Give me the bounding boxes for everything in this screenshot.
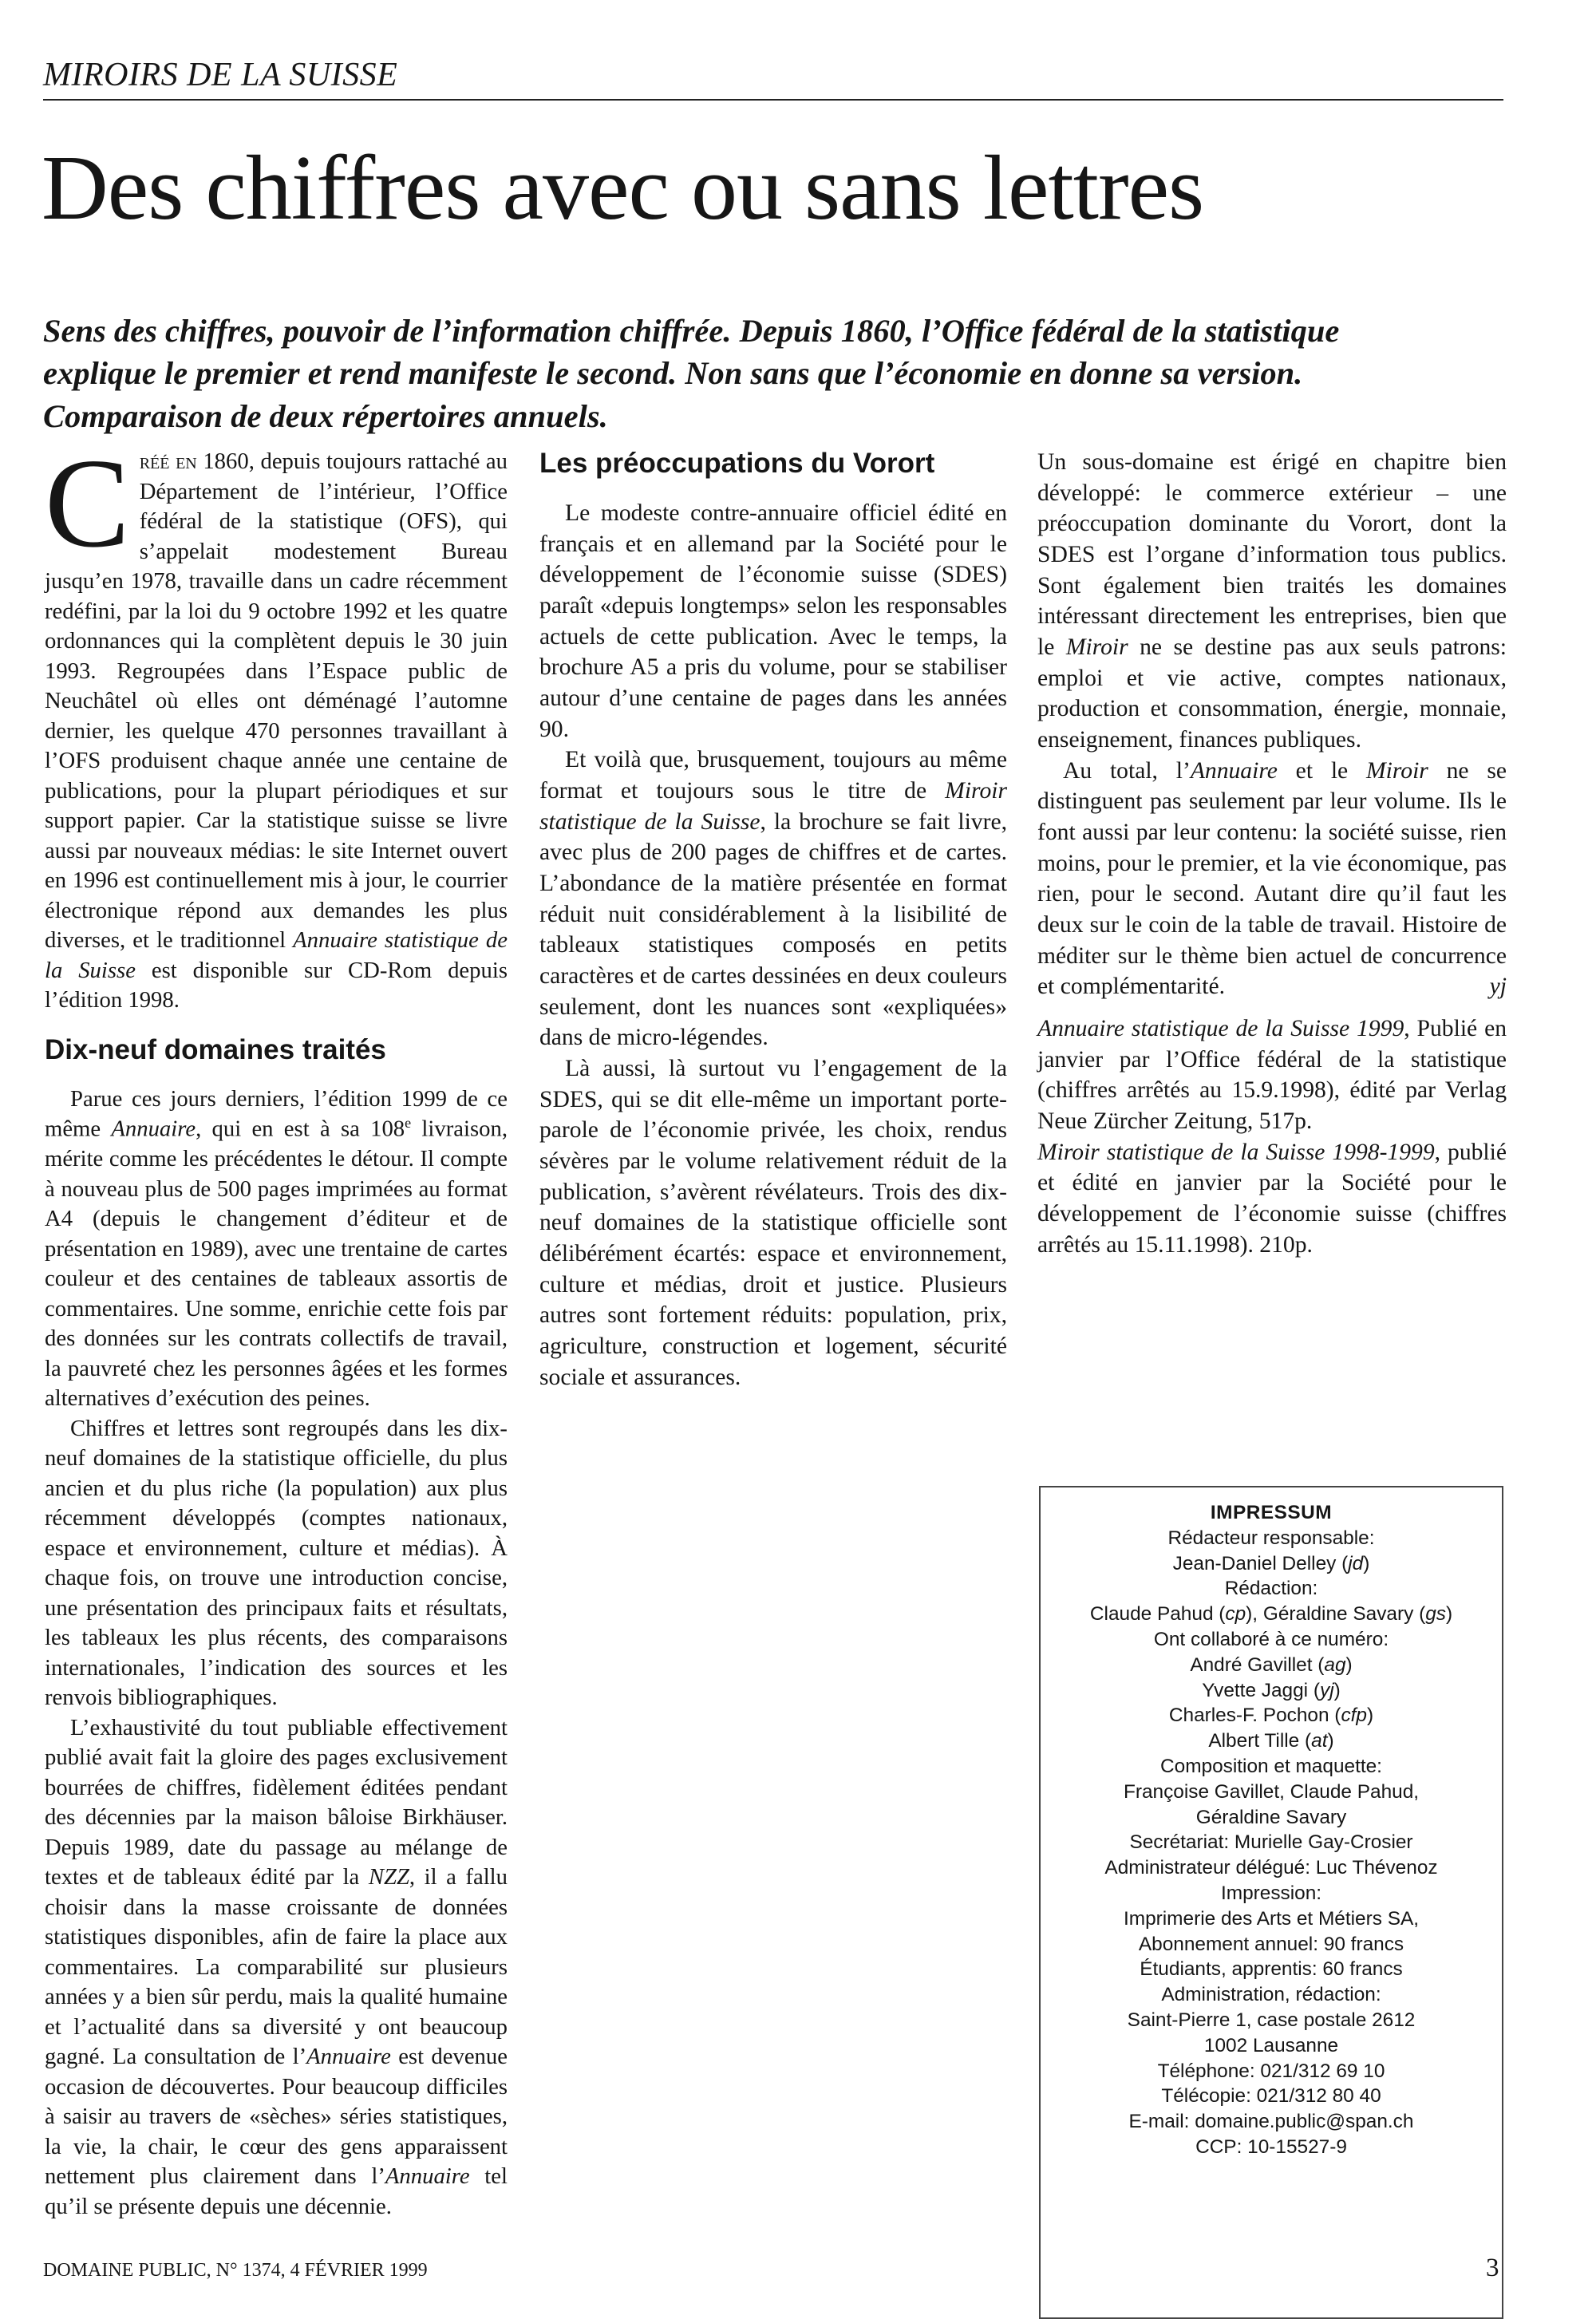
author-signature: yj [1489,974,1507,1000]
impressum-box: IMPRESSUM Rédacteur responsable: Jean-Daniel Delley (jd) Rédaction: Claude Pahud (cp), Géraldine Savary (gs) Ont collaboré à ce numéro: André Gavillet (ag) Yvette Jaggi (yj) Charles-F. Pochon (cfp) Albert Tille (at) Composition et maquette: Françoise Gavillet, Claude Pahud, Géraldine Savary Secrétariat: Murielle Gay-Crosier Administrateur délégué: Luc Thévenoz Impression: Imprimerie des Arts et Métiers SA, Abonnement annuel: 90 francs Étudiants, apprentis: 60 francs Administration, rédaction: Saint-Pierre 1, case postale 2612 1002 Lausanne Téléphone: 021/312 69 10 Télécopie: 021/312 80 40 E-mail: domaine.public@span.ch CCP: 10-15527-9 [1039,1486,1503,2319]
paragraph: L’exhaustivité du tout publiable effectivement publié avait fait la gloire des pages exclusivement bourrées de chiffres, fidèlement éditées pendant des décennies par la maison bâloise Birkhäuser. Depuis 1989, date du passage au mélange de textes et de tableaux édité par la NZZ, il a fallu choisir dans la masse croissante de données statistiques disponibles, afin de faire la place aux commentaires. La comparabilité sur plusieurs années y a bien sûr perdu, mais la qualité humaine et l’actualité dans sa diversité y ont beaucoup gagné. La consultation de l’Annuaire est devenue occasion de découvertes. Pour beaucoup difficiles à saisir au travers de «sèches» séries statistiques, la vie, la chair, le cœur des gens apparaissent nettement plus clairement dans l’Annuaire tel qu’il se présente depuis une décennie. [45,1714,508,2219]
article-title: Des chiffres avec ou sans lettres [41,137,1204,239]
intro-paragraph: Créé en 1860, depuis toujours rattaché au Département de l’intérieur, l’Office fédéral de la statistique (OFS), qui s’appelait modestement Bureau jusqu’en 1978, travaille dans un cadre récemment redéfini, par la loi du 9 octobre 1992 et les quatre ordonnances qui la complètent depuis le 30 juin 1993. Regroupées dans l’Espace public de Neuchâtel où elles ont déménagé l’automne dernier, les quelque 470 personnes travaillant à l’OFS produisent chaque année une centaine de publications, pour la plupart périodiques et sur support papier. Car la statistique suisse se livre aussi par nouveaux médias: le site Internet ouvert en 1996 est continuellement mis à jour, le courrier électronique répond aux demandes les plus diverses, et le traditionnel Annuaire statistique de la Suisse est disponible sur CD-Rom depuis l’édition 1998. [45,432,508,1013]
page-number: 3 [1486,2254,1499,2282]
paragraph: Et voilà que, brusquement, toujours au même format et toujours sous le titre de Miroir statistique de la Suisse, la brochure se fait livre, avec plus de 200 pages de chiffres et de cartes. L’abondance de la matière présentée en format réduit nuit considérablement à la lisibilité de tableaux statistiques composés en petits caractères et de cartes dessinées en deux couleurs seulement, dont les nuances sont «expliquées» dans de micro-légendes. [539,747,1007,1051]
article-column-2 [539,447,1007,1393]
paragraph: Là aussi, là surtout vu l’engagement de la SDES, qui se dit elle-même un important porte-parole de l’économie privée, les choix, rendus sévères par le volume relativement réduit de la publication, s’avèrent révélateurs. Trois des dix-neuf domaines de la statistique officielle sont délibérément écartés: espace et environnement, culture et médias, droit et justice. Plusieurs autres sont fortement réduits: population, prix, agriculture, construction et logement, sécurité sociale et assurances. [539,1056,1007,1390]
subheading-preoccupations-vorort: Les préoccupations du Vorort [539,448,935,479]
article-column-3 [1037,447,1507,1260]
impressum-email: E-mail: domaine.public@span.ch [1128,2111,1414,2133]
reference: Annuaire statistique de la Suisse 1999, Publié en janvier par l’Office fédéral de la statistique (chiffres arrêtés au 15.9.1998), édité par Verlag Neue Zürcher Zeitung, 517p. [1037,1016,1507,1135]
paragraph: Au total, l’Annuaire et le Miroir ne se distinguent pas seulement par leur volume. Ils le font aussi par leur contenu: la société suisse, rien moins, pour le premier, et la vie économique, pas rien, pour le second. Autant dire qu’il faut les deux sur le coin de la table de travail. Histoire de méditer sur le thème bien actuel de concurrence et complémentarité. yj [1037,756,1507,1002]
header-rule [43,99,1503,101]
article-chapeau: Sens des chiffres, pouvoir de l’information chiffrée. Depuis 1860, l’Office fédéral de la statistique explique le premier et rend manifeste le second. Non sans que l’économie en donne sa version. Comparaison de deux répertoires annuels. [43,313,1340,434]
subheading-dix-neuf-domaines: Dix-neuf domaines traités [45,1033,386,1065]
paragraph: Chiffres et lettres sont regroupés dans les dix-neuf domaines de la statistique officielle, du plus ancien et du plus riche (la population) aux plus récemment développés (comptes nationaux, espace et environnement, culture et médias). À chaque fois, on trouve une introduction concise, une présentation des principaux faits et résultats, les tableaux les plus récents, des comparaisons internationales, l’indication des sources et les renvois bibliographiques. [45,1415,508,1711]
article-column-1 [45,432,508,2222]
reference: Miroir statistique de la Suisse 1998-1999, publié et édité en janvier par la Société pour le développement de l’économie suisse (chiffres arrêtés au 15.11.1998). 210p. [1037,1139,1507,1258]
drop-cap: C [45,432,130,574]
paragraph: Parue ces jours derniers, l’édition 1999 de ce même Annuaire, qui en est à sa 108e livraison, mérite comme les précédentes le détour. Il compte à nouveau plus de 500 pages imprimées au format A4 (depuis le changement d’éditeur et de présentation en 1989), avec une trentaine de cartes couleur et des centaines de tableaux assortis de commentaires. Une somme, enrichie cette fois par des données sur les contrats collectifs de travail, la pauvreté chez les personnes âgées et les formes alternatives d’exécution des peines. [45,1085,508,1412]
paragraph: Le modeste contre-annuaire officiel édité en français et en allemand par la Société pour le développement de l’économie suisse (SDES) paraît «depuis longtemps» selon les responsables actuels de cette publication. Avec le temps, la brochure A5 a pris du volume, pour se stabiliser autour d’une centaine de pages dans les années 90. [539,500,1007,742]
section-rubric: MIROIRS DE LA SUISSE [43,57,398,93]
paragraph: Un sous-domaine est érigé en chapitre bien développé: le commerce extérieur – une préoccupation dominante du Vorort, dont la SDES est l’organe d’information tous publics. Sont également bien traités les domaines intéressant directement les entreprises, bien que le Miroir ne se destine pas aux seuls patrons: emploi et vie active, comptes nationaux, production et consommation, énergie, monnaie, enseignement, finances publiques. [1037,449,1507,753]
footer-publication: DOMAINE PUBLIC, N° 1374, 4 FÉVRIER 1999 [43,2260,428,2281]
bibliography [1037,1013,1507,1260]
impressum-title: IMPRESSUM [1210,1502,1333,1523]
